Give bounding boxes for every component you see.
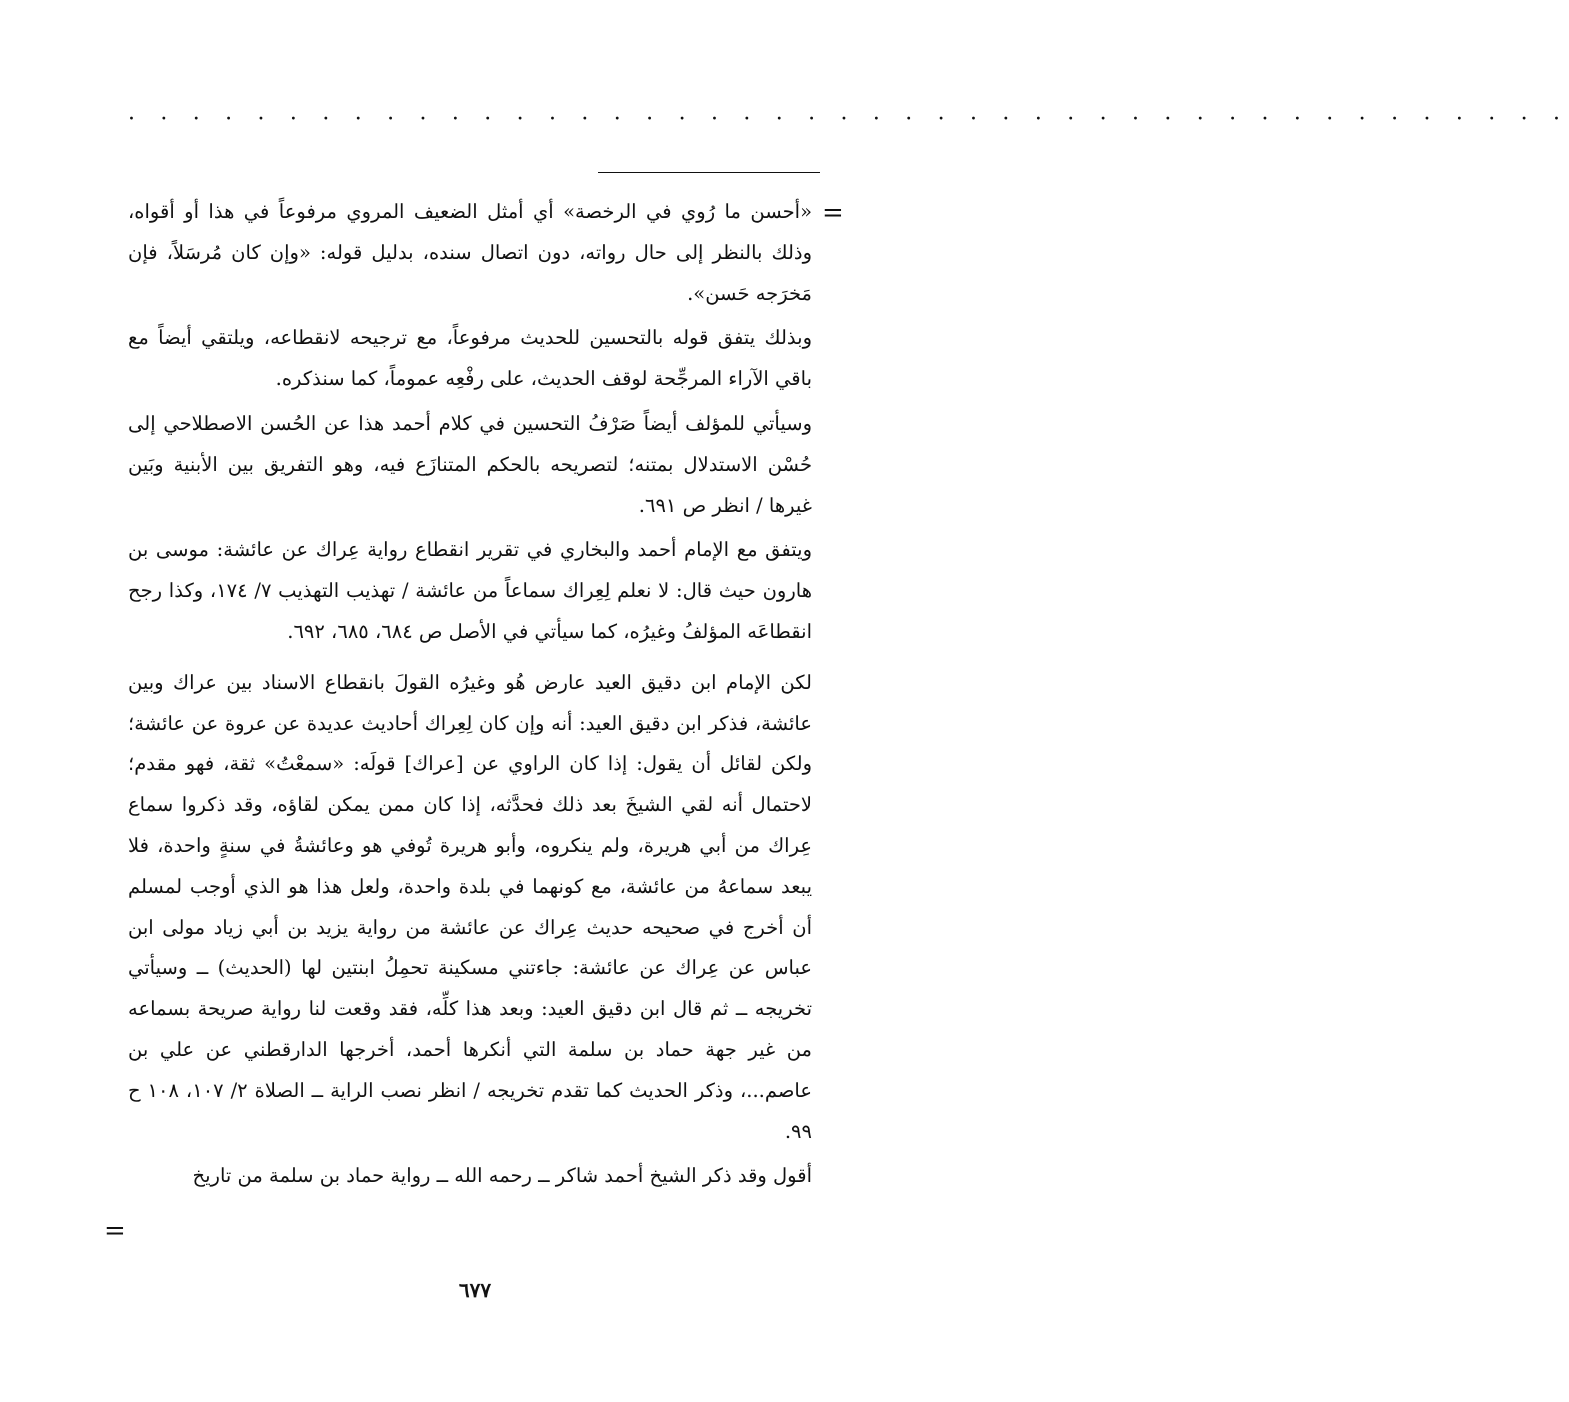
footnote-paragraph: أقول وقد ذكر الشيخ أحمد شاكر ــ رحمه الله ــ رواية حماد بن سلمة من تاريخ <box>192 1164 812 1188</box>
continuation-mark-top: = <box>822 198 844 228</box>
footnote-rule <box>598 172 820 173</box>
continuation-mark-bottom: = <box>104 1216 126 1246</box>
footnote-paragraph: وسيأتي للمؤلف أيضاً صَرْفُ التحسين في كلام أحمد هذا عن الحُسن الاصطلاحي إلى حُسْن الاستدلال بمتنه؛ لتصريحه بالحكم المتنازَع فيه، وهو التفريق بين الأبنية وبَين غيرها / انظر ص ٦٩١. <box>128 411 812 517</box>
footnote-paragraph: «أحسن ما رُوي في الرخصة» أي أمثل الضعيف المروي مرفوعاً في هذا أو أقواه، وذلك بالنظر إلى حال رواته، دون اتصال سنده، بدليل قوله: «وإن كان مُرسَلاً، فإن مَخرَجه حَسن». <box>128 200 812 305</box>
footnote-paragraph: لكن الإمام ابن دقيق العيد عارض هُو وغيرُه القولَ بانقطاع الاسناد بين عراك وبين عائشة، فذكر ابن دقيق العيد: أنه وإن كان لِعِراك أحاديث عديدة عن عروة عن عائشة؛ ولكن لقائل أن يقول: إذا كان الراوي عن [عراك] قولَه: «سمعْتُ» ثقة، فهو مقدم؛ لاحتمال أنه لقي الشيخَ بعد ذلك فحدَّثه، إذا كان ممن يمكن لقاؤه، وقد ذكروا سماع عِراك من أبي هريرة، ولم ينكروه، وأبو هريرة تُوفي هو وعائشةُ في سنةٍ واحدة، فلا يبعد سماعهُ من عائشة، مع كونهما في بلدة واحدة، ولعل هذا هو الذي أوجب لمسلم أن أخرج في صحيحه حديث عِراك عن عائشة من رواية يزيد بن أبي زياد مولى ابن عباس عن عِراك عن عائشة: جاءتني مسكينة تحمِلُ ابنتين لها (الحديث) ــ وسيأتي تخريجه ــ ثم قال ابن دقيق العيد: وبعد هذا كلِّه، فقد وقعت لنا رواية صريحة بسماعه من غير جهة حماد بن سلمة التي أنكرها أحمد، أخرجها الدارقطني عن علي بن عاصم...، وذكر الحديث كما تقدم تخريجه / انظر نصب الراية ــ الصلاة ٢/ ١٠٧، ١٠٨ ح ٩٩. <box>128 670 812 1143</box>
footnote-paragraph: وبذلك يتفق قوله بالتحسين للحديث مرفوعاً، مع ترجيحه لانقطاعه، ويلتقي أيضاً مع باقي الآراء المرجِّحة لوقف الحديث، على رفْعِه عموماً، كما سنذكره. <box>128 326 812 391</box>
footnote-paragraph: ويتفق مع الإمام أحمد والبخاري في تقرير انقطاع رواية عِراك عن عائشة: موسى بن هارون حيث قال: لا نعلم لِعِراك سماعاً من عائشة / تهذيب التهذيب ٧/ ١٧٤، وكذا رجح انقطاعَه المؤلفُ وغيرُه، كما سيأتي في الأصل ص ٦٨٤، ٦٨٥، ٦٩٢. <box>128 538 812 643</box>
footnote-body <box>128 192 812 1201</box>
page-number: ٦٧٧ <box>458 1278 492 1302</box>
separator-dots: · · · · · · · · · · · · · · · · · · · · · · · · · · · · · · · · · · · · · · · · · · · · · <box>128 107 1569 132</box>
